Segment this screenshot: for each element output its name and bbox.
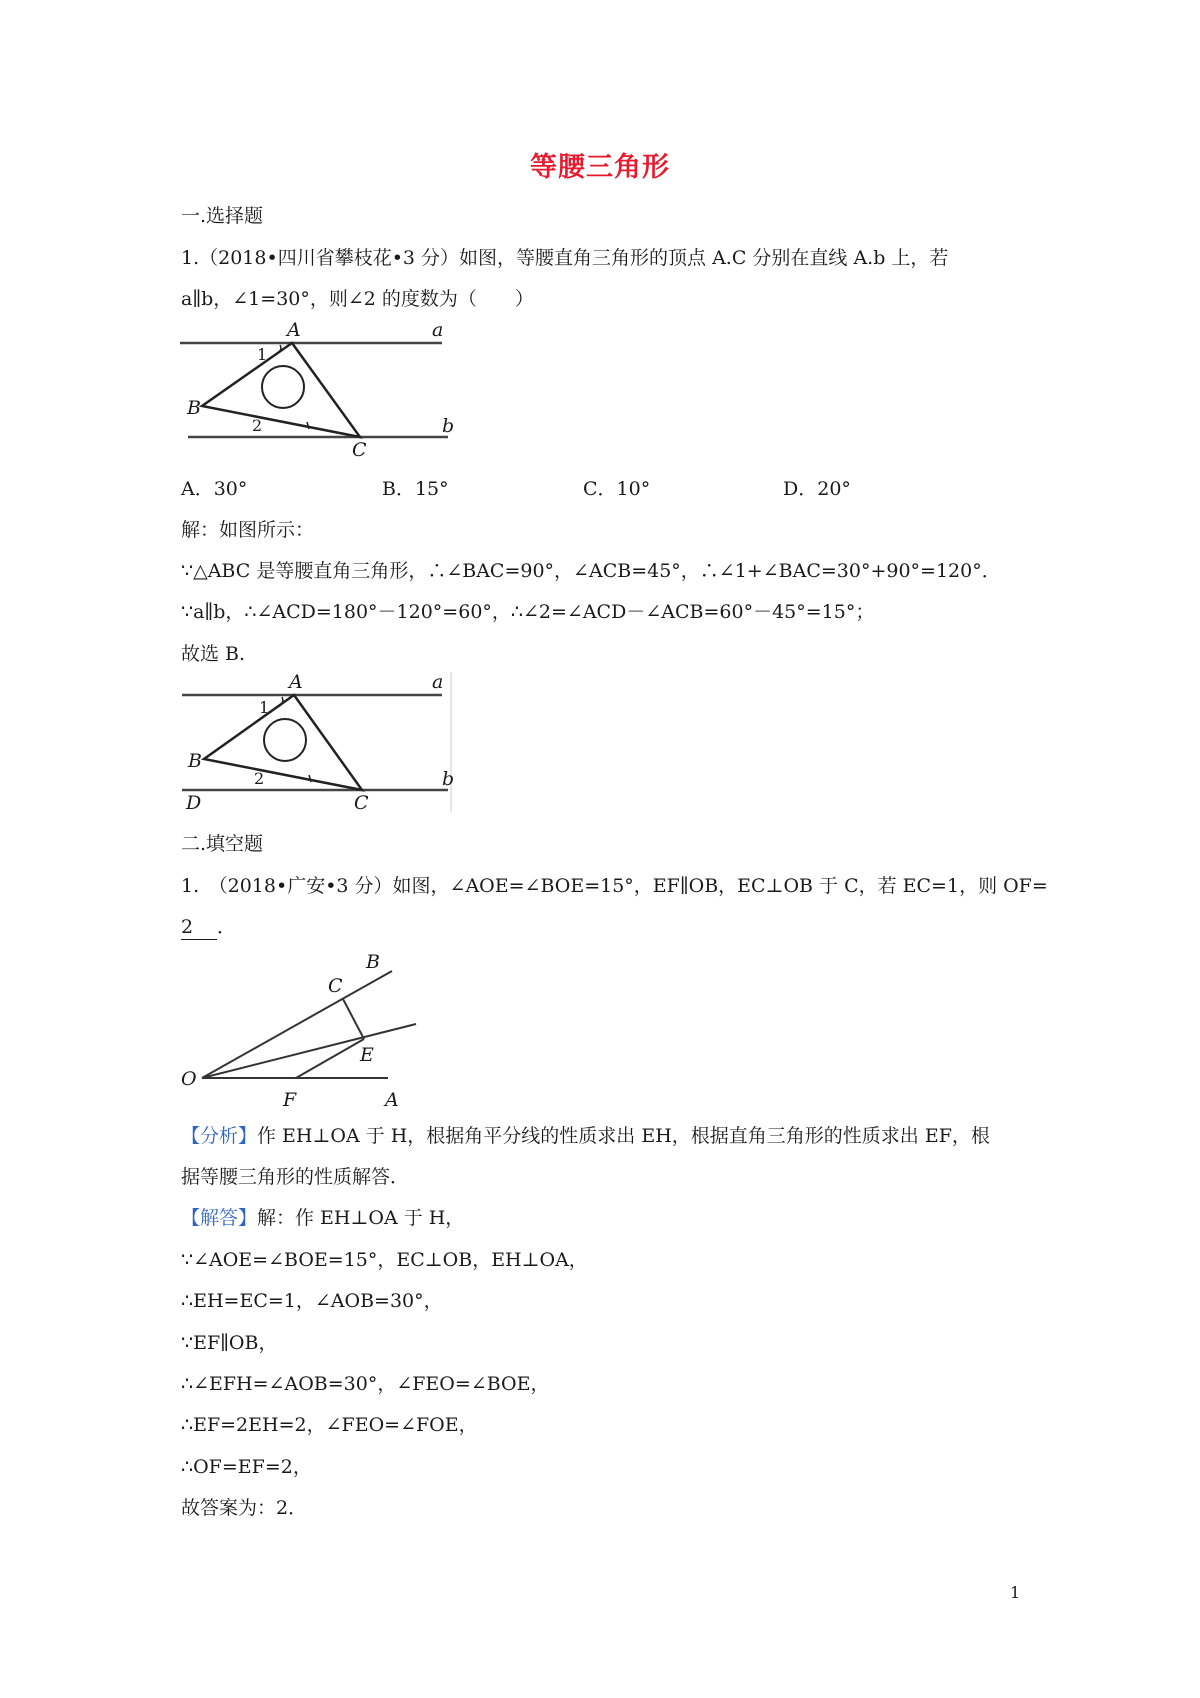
answer-text-line1: 解：作 EH⊥OA 于 H，	[257, 1207, 465, 1229]
fig2-label-D: D	[186, 792, 202, 814]
fig1-angle-1: 1	[257, 345, 268, 364]
solution1-line3: ∵a∥b，∴∠ACD=180°－120°=60°，∴∠2=∠ACD－∠ACB=60°－45°=15°；	[181, 601, 875, 623]
fig3-label-E: E	[360, 1044, 374, 1066]
answer-step-1: ∵∠AOE=∠BOE=15°，EC⊥OB，EH⊥OA，	[181, 1249, 588, 1271]
fig1-label-C: C	[352, 439, 367, 460]
analysis-text-line1: 作 EH⊥OA 于 H，根据角平分线的性质求出 EH，根据直角三角形的性质求出 EF，根	[257, 1125, 990, 1147]
option-d: D．20°	[783, 478, 851, 500]
fig3-label-C: C	[328, 975, 343, 997]
option-c: C．10°	[583, 478, 651, 500]
fig1-label-b: b	[442, 415, 455, 437]
fig2-angle-2: 2	[254, 769, 265, 788]
analysis-line2: 据等腰三角形的性质解答．	[181, 1166, 410, 1188]
question2-answer-line	[181, 915, 236, 940]
answer-end-mark: ．	[217, 916, 237, 938]
solution1-line2: ∵△ABC 是等腰直角三角形，∴∠BAC=90°，∠ACB=45°，∴∠1+∠BAC=30°+90°=120°．	[181, 560, 1001, 582]
answer-step-7: 故答案为：2．	[181, 1497, 308, 1519]
solution1-line4: 故选 B.	[181, 643, 246, 665]
question1-text-line2: a∥b，∠1=30°，则∠2 的度数为（ ）	[181, 288, 534, 310]
analysis-line1	[181, 1124, 990, 1148]
figure-angle-bisector	[178, 944, 438, 1109]
question2-text-line1: 1. （2018•广安•3 分）如图，∠AOE=∠BOE=15°，EF∥OB，EC⊥OB 于 C，若 EC=1，则 OF=	[181, 875, 1048, 897]
fig1-label-A: A	[287, 320, 301, 341]
fig3-label-A: A	[385, 1089, 399, 1109]
option-b: B．15°	[382, 478, 449, 500]
fig3-label-O: O	[181, 1068, 197, 1090]
answer-tag: 【解答】	[181, 1207, 258, 1229]
analysis-tag: 【分析】	[181, 1125, 258, 1147]
answer-step-5: ∴EF=2EH=2，∠FEO=∠FOE，	[181, 1414, 478, 1436]
answer-step-4: ∴∠EFH=∠AOB=30°，∠FEO=∠BOE，	[181, 1373, 550, 1395]
fig1-label-a: a	[432, 320, 444, 341]
answer-step-2: ∴EH=EC=1，∠AOB=30°，	[181, 1290, 443, 1312]
option-a: A．30°	[181, 478, 248, 500]
answer-step-6: ∴OF=EF=2，	[181, 1456, 312, 1478]
figure-triangle-parallel-lines	[180, 320, 460, 460]
fig1-label-B: B	[187, 397, 201, 419]
answer-line1	[181, 1206, 464, 1230]
fig3-label-B: B	[366, 951, 380, 973]
question1-text-line1: 1.（2018•四川省攀枝花•3 分）如图，等腰直角三角形的顶点 A.C 分别在直线 A.b 上，若	[181, 247, 949, 269]
fig2-label-B: B	[188, 750, 202, 772]
page-number: 1	[1010, 1583, 1021, 1602]
section-heading-fill: 二.填空题	[181, 833, 264, 855]
fig3-label-F: F	[283, 1089, 297, 1109]
section-heading-choice: 一.选择题	[181, 205, 264, 227]
figure-triangle-parallel-lines-with-d	[180, 672, 460, 817]
fig2-angle-1: 1	[259, 698, 270, 717]
page-title: 等腰三角形	[530, 152, 670, 183]
answer-step-3: ∵EF∥OB，	[181, 1332, 278, 1354]
fig2-label-b: b	[442, 768, 455, 790]
answer-blank: 2	[181, 915, 217, 940]
solution1-line1: 解：如图所示：	[181, 519, 315, 541]
fig2-label-A: A	[289, 672, 303, 693]
fig1-angle-2: 2	[252, 416, 263, 435]
fig2-label-a: a	[432, 672, 444, 693]
fig2-label-C: C	[354, 792, 369, 814]
